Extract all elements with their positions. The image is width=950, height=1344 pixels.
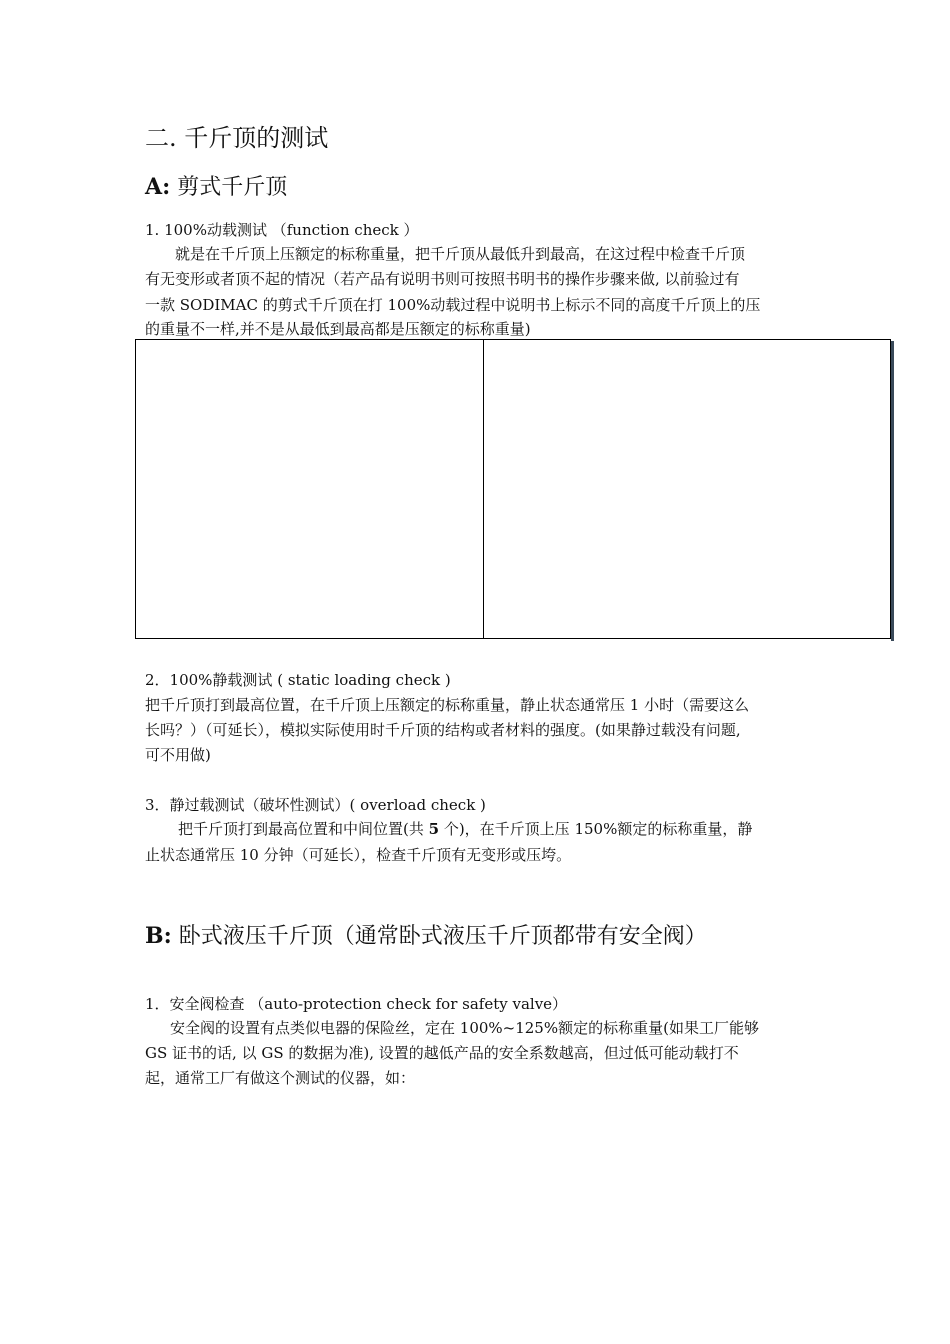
part-a-item3-title: 3．静过载测试（破坏性测试）( overload check ) [145, 796, 486, 814]
part-a-heading-prefix: A: [145, 174, 171, 200]
part-a-item3-line1-a: 把千斤顶打到最高位置和中间位置(共 [178, 820, 429, 838]
part-a-item3-line1-bold: 5 [428, 820, 440, 838]
part-a-item1-line: 的重量不一样,并不是从最低到最高都是压额定的标称重量) [145, 320, 531, 338]
part-a-heading-text: 剪式千斤顶 [177, 175, 288, 200]
part-a-item3-line2: 止状态通常压 10 分钟（可延长），检查千斤顶有无变形或压垮。 [145, 846, 572, 864]
part-b-heading [145, 919, 707, 950]
part-b-item1-line: GS 证书的话, 以 GS 的数据为准), 设置的越低产品的安全系数越高，但过低可能动载打不 [145, 1044, 739, 1062]
part-a-item1-line: 就是在千斤顶上压额定的标称重量，把千斤顶从最低升到最高，在这过程中检查千斤顶 [175, 245, 746, 263]
part-a-item2-line: 把千斤顶打到最高位置，在千斤顶上压额定的标称重量，静止状态通常压 1 小时（需要这么 [145, 696, 750, 714]
part-a-item2-line: 长吗？）（可延长），模拟实际使用时千斤顶的结构或者材料的强度。(如果静过载没有问题, [145, 721, 741, 739]
part-a-item3-line1-b: 个)，在千斤顶上压 150%额定的标称重量，静 [439, 820, 753, 838]
part-b-item1-line: 起，通常工厂有做这个测试的仪器，如： [145, 1069, 416, 1087]
table-cell-divider [483, 340, 484, 638]
part-a-item1-line: 有无变形或者顶不起的情况（若产品有说明书则可按照书明书的操作步骤来做, 以前验过有 [145, 270, 740, 288]
part-a-item2-title: 2．100%静载测试 ( static loading check ) [145, 671, 451, 689]
image-placeholder-table [135, 339, 891, 639]
table-edge-shadow [891, 341, 894, 641]
part-b-heading-text: 卧式液压千斤顶（通常卧式液压千斤顶都带有安全阀） [178, 924, 707, 949]
part-b-heading-prefix: B: [145, 923, 172, 949]
part-a-heading [145, 170, 287, 201]
part-b-item1-title: 1．安全阀检查 （auto-protection check for safety valve） [145, 995, 568, 1013]
part-a-item2-line: 可不用做) [145, 746, 211, 764]
part-a-item3-line1 [178, 818, 752, 839]
part-b-item1-line: 安全阀的设置有点类似电器的保险丝，定在 100%~125%额定的标称重量(如果工厂能够 [170, 1019, 759, 1037]
part-a-item1-title: 1. 100%动载测试 （function check ） [145, 221, 419, 239]
section-title: 二. 千斤顶的测试 [145, 124, 329, 152]
part-a-item1-line: 一款 SODIMAC 的剪式千斤顶在打 100%动载过程中说明书上标示不同的高度千斤顶上的压 [145, 296, 761, 314]
